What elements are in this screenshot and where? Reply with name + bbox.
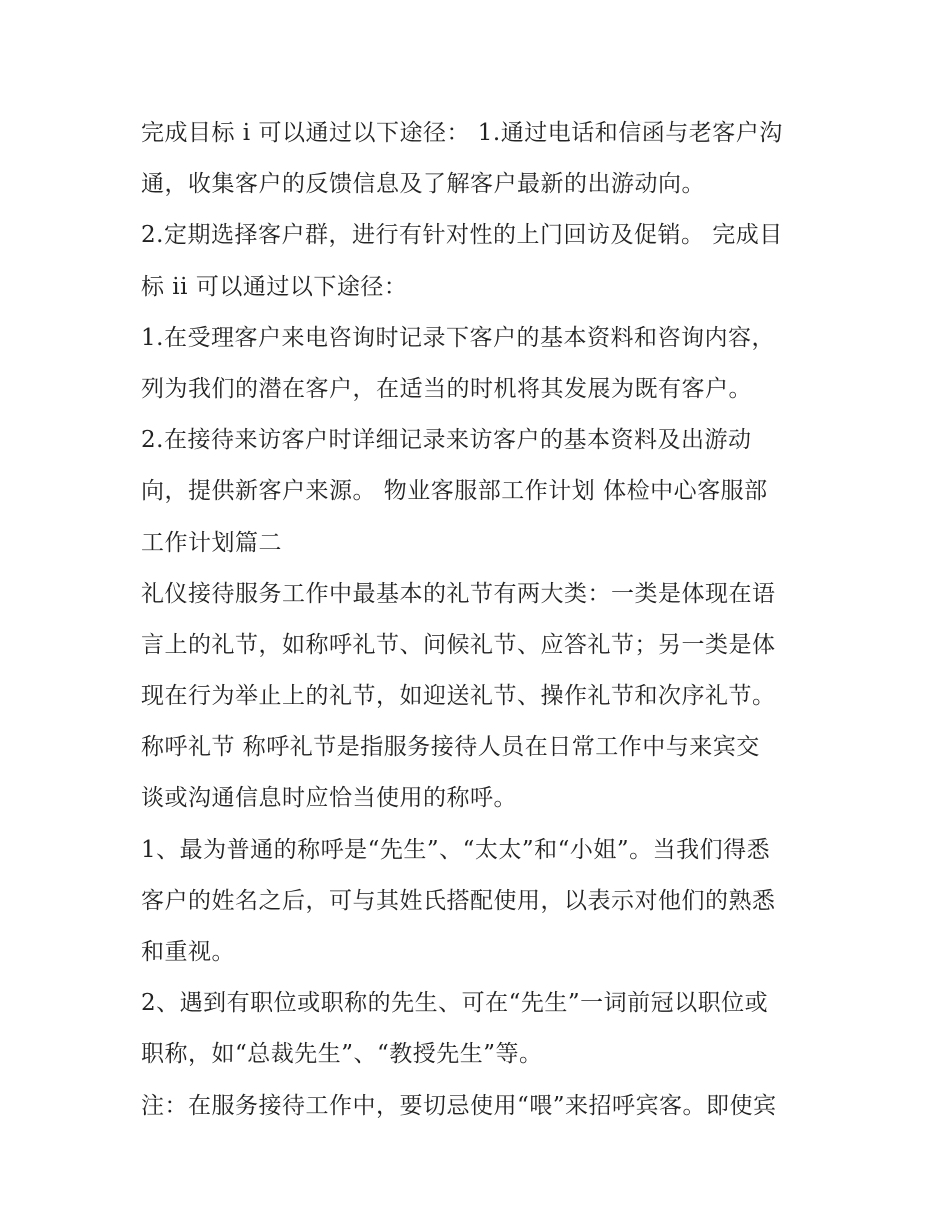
text-line: 注：在服务接待工作中，要切忌使用“喂”来招呼宾客。即使宾 [141,1092,777,1119]
text-line: 通，收集客户的反馈信息及了解客户最新的出游动向。 [141,171,705,198]
text-line: 2.定期选择客户群，进行有针对性的上门回访及促销。 完成目 [141,222,783,249]
text-line: 1.在受理客户来电咨询时记录下客户的基本资料和咨询内容， [141,324,775,351]
text-line: 2、遇到有职位或职称的先生、可在“先生”一词前冠以职位或 [141,990,769,1017]
text-line: 2.在接待来访客户时详细记录来访客户的基本资料及出游动 [141,427,752,454]
text-line: 标 ii 可以通过以下途径： [141,273,408,300]
text-line: 现在行为举止上的礼节，如迎送礼节、操作礼节和次序礼节。 [141,683,776,710]
document-body [141,108,831,1132]
text-line: 称呼礼节 称呼礼节是指服务接待人员在日常工作中与来宾交 [141,734,760,761]
text-line: 向，提供新客户来源。 物业客服部工作计划 体检中心客服部 [141,478,768,505]
text-line: 1、最为普通的称呼是“先生”、“太太”和“小姐”。当我们得悉 [141,836,771,863]
text-line: 完成目标 i 可以通过以下途径： 1.通过电话和信函与老客户沟 [141,120,783,146]
text-line: 列为我们的潜在客户，在适当的时机将其发展为既有客户。 [141,375,752,402]
text-line: 言上的礼节，如称呼礼节、问候礼节、应答礼节；另一类是体 [141,631,776,658]
text-line: 和重视。 [141,939,235,965]
text-line: 客户的姓名之后，可与其姓氏搭配使用，以表示对他们的熟悉 [141,887,776,914]
text-line: 礼仪接待服务工作中最基本的礼节有两大类：一类是体现在语 [141,580,776,607]
text-line: 职称，如“总裁先生”、“教授先生”等。 [141,1041,543,1068]
text-line: 谈或沟通信息时应恰当使用的称呼。 [141,785,517,812]
text-line: 工作计划篇二 [141,529,282,556]
